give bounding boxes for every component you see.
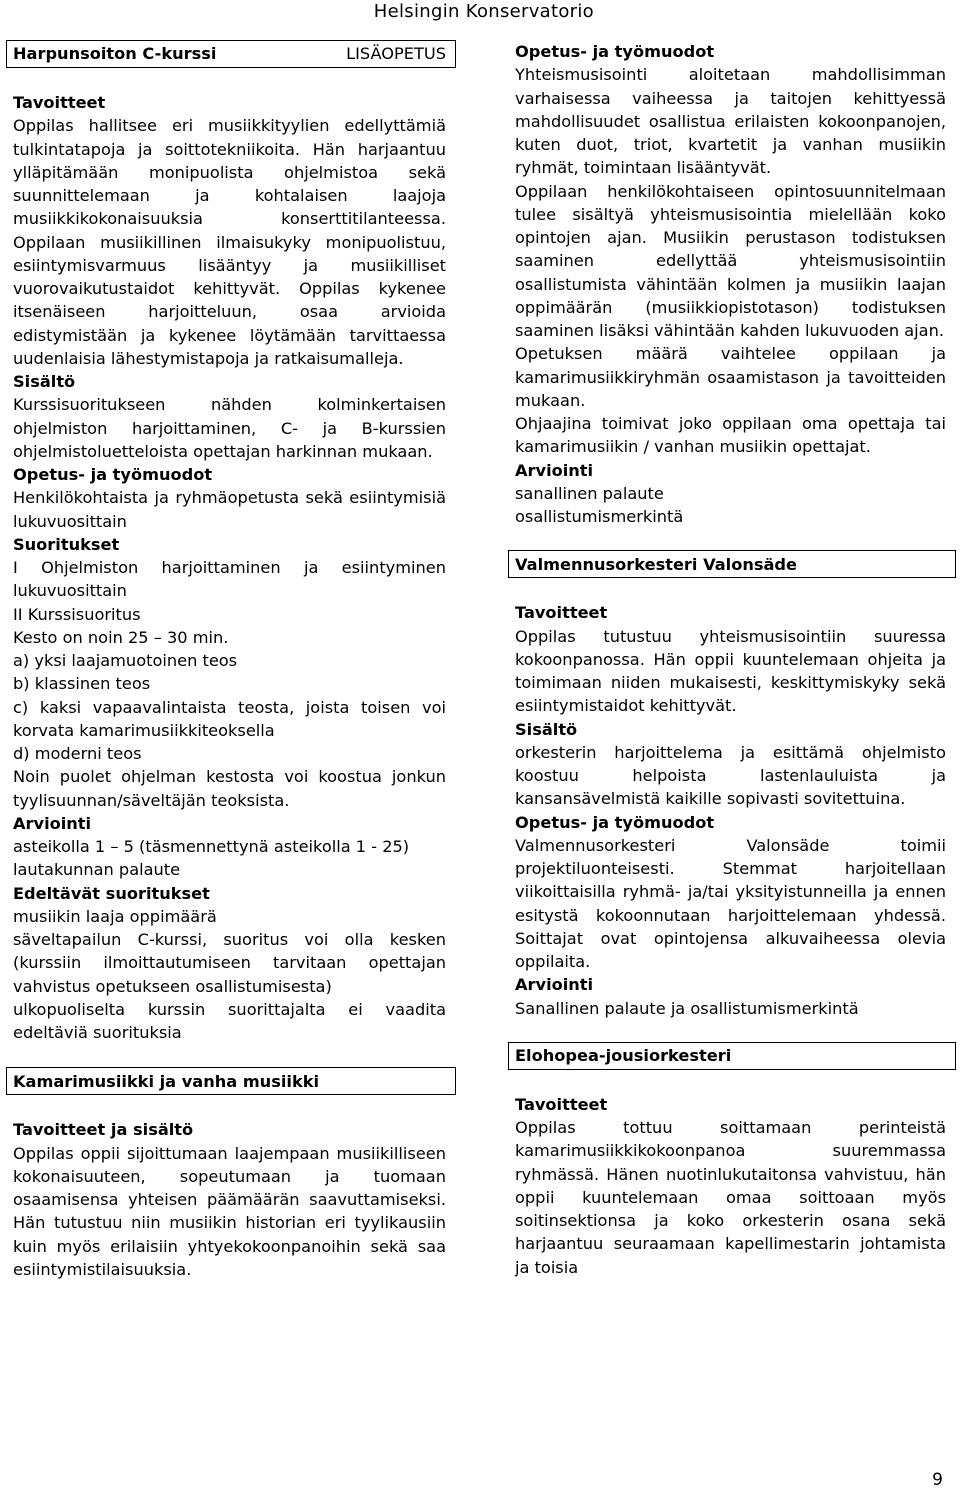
paragraph: Oppilas oppii sijoittumaan laajempaan musiikilliseen kokonaisuuteen, sopeutumaan ja tuomaan osaamisensa yhteisen päämäärän saavuttamiseksi. Hän tutustuu niin musiikin historian eri tyylikausiin kuin myös erilaisiin yhtyekokoonpanoihin sekä saa esiintymistilaisuuksia. <box>13 1143 446 1279</box>
section-title: Valmennusorkesteri Valonsäde <box>515 554 797 574</box>
spacer <box>13 1095 446 1118</box>
paragraph: Ohjaajina toimivat joko oppilaan oma opettaja tai kamarimusiikin / vanhan musiikin opettajat. <box>515 414 946 457</box>
spacer <box>515 1070 946 1093</box>
spacer <box>515 578 946 601</box>
section-heading: Tavoitteet <box>515 603 608 623</box>
page-number: 9 <box>932 1470 943 1490</box>
section-heading: Sisältö <box>13 372 76 391</box>
right-column <box>515 40 946 1279</box>
list-line: lautakunnan palaute <box>13 860 181 880</box>
section-title: Harpunsoiton C-kurssi <box>13 44 217 64</box>
section-heading: Sisältö <box>515 719 578 739</box>
section-heading: Opetus- ja työmuodot <box>13 465 213 484</box>
section-title: Elohopea-jousiorkesteri <box>515 1046 732 1066</box>
list-line: sanallinen palaute <box>515 483 664 503</box>
paragraph: Valmennusorkesteri Valonsäde toimii projektiluonteisesti. Stemmat harjoitellaan viikoittaisilla ryhmä- ja/tai yksityistunneilla ja ennen esitystä kokoonnutaan harjoittelemaan yhdessä. Soittajat ovat opintojensa alkuvaiheessa olevia oppilaita. <box>515 835 946 971</box>
paragraph: Oppilas hallitsee eri musiikkityylien edellyttämiä tulkintatapoja ja soittotekniikoita. Hän harjaantuu ylläpitämään monipuolista ohjelmistoa sekä suunnittelemaan ja kohtalaisen laajoja musiikkikokonaisuuksia konserttitilanteessa. Oppilaan musiikillinen ilmaisukyky monipuolistuu, esiintymisvarmuus lisääntyy ja musiikilliset vuorovaikutustaidot kehittyvät. Oppilas kykenee itsenäiseen harjoitteluun, osaa arvioida edistymistään ja kykenee löytämään tarvittaessa uudenlaisia lähestymistapoja ja ratkaisumalleja. <box>13 116 446 368</box>
list-line: asteikolla 1 – 5 (täsmennettynä asteikolla 1 - 25) <box>13 837 410 856</box>
section-title-box <box>6 40 456 68</box>
spacer <box>515 1020 946 1042</box>
section-heading: Tavoitteet <box>13 93 106 112</box>
list-line: Kesto on noin 25 – 30 min. <box>13 627 229 647</box>
list-line: I Ohjelmiston harjoittaminen ja esiintyminen lukuvuosittain <box>13 558 446 601</box>
list-line: musiikin laaja oppimäärä <box>13 906 217 926</box>
paragraph: Sanallinen palaute ja osallistumismerkintä <box>515 998 859 1018</box>
section-heading: Opetus- ja työmuodot <box>515 812 715 832</box>
paragraph: Oppilas tottuu soittamaan perinteistä kamarimusiikkikokoonpanoa suuremmassa ryhmässä. Hänen nuotinlukutaitonsa vahvistuu, hän oppii kuuntelemaan omaa soittoaan myös soitinsektionsa ja koko orkesterin osana sekä harjaantuu seuraamaan kapellimestarin johtamista ja toisia <box>515 1118 946 1277</box>
section-heading: Suoritukset <box>13 534 120 554</box>
section-label: LISÄOPETUS <box>346 44 446 64</box>
section-title-box <box>508 1042 956 1070</box>
paragraph: Oppilaan henkilökohtaiseen opintosuunnitelmaan tulee sisältyä yhteismusisointia mielellään koko opintojen ajan. Musiikin perustason todistuksen saaminen edellyttää yhteismusisointiin osallistumista vähintään kolmen ja musiikin laajan oppimäärän (musiikkiopistotason) todistuksen saaminen lisäksi vähintään kahden lukuvuoden ajan. <box>515 181 946 340</box>
list-line: d) moderni teos <box>13 744 142 763</box>
list-line: II Kurssisuoritus <box>13 604 141 624</box>
spacer <box>13 1044 446 1067</box>
section-heading: Tavoitteet ja sisältö <box>13 1120 194 1140</box>
spacer <box>13 68 446 91</box>
section-title: Kamarimusiikki ja vanha musiikki <box>13 1071 320 1091</box>
section-title-box <box>508 550 956 578</box>
list-line: säveltapailun C-kurssi, suoritus voi olla kesken (kurssiin ilmoittautumiseen tarvitaan opettajan vahvistus opetukseen osallistumisesta) <box>13 930 446 996</box>
list-line: Noin puolet ohjelman kestosta voi koostua jonkun tyylisuunnan/säveltäjän teoksista. <box>13 767 446 810</box>
paragraph: orkesterin harjoittelema ja esittämä ohjelmisto koostuu helpoista lastenlauluista ja kansansävelmistä kaikille sopivasti sovitettuina. <box>515 742 946 809</box>
paragraph: Oppilas tutustuu yhteismusisointiin suuressa kokoonpanossa. Hän oppii kuuntelemaan ohjeita ja toimimaan niiden mukaisesti, keskittymiskyky sekä esiintymistaidot kehittyvät. <box>515 626 946 716</box>
section-heading: Arviointi <box>13 813 92 833</box>
section-title-box <box>6 1067 456 1095</box>
list-line: a) yksi laajamuotoinen teos <box>13 651 238 670</box>
spacer <box>515 528 946 550</box>
paragraph: Opetuksen määrä vaihtelee oppilaan ja kamarimusiikkiryhmän osaamistason ja tavoitteiden mukaan. <box>515 344 946 410</box>
paragraph: Kurssisuoritukseen nähden kolminkertaisen ohjelmiston harjoittaminen, C- ja B-kurssien ohjelmistoluetteloista opettajan harkinnan mukaan. <box>13 395 446 461</box>
paragraph: Henkilökohtaista ja ryhmäopetusta sekä esiintymisiä lukuvuosittain <box>13 488 446 531</box>
page-header: Helsingin Konservatorio <box>373 1 594 22</box>
list-line: b) klassinen teos <box>13 674 151 694</box>
section-heading: Edeltävät suoritukset <box>13 883 210 903</box>
section-heading: Tavoitteet <box>515 1094 608 1114</box>
section-heading: Arviointi <box>515 975 594 995</box>
section-heading: Arviointi <box>515 460 594 480</box>
left-column <box>13 40 446 1281</box>
section-heading: Opetus- ja työmuodot <box>515 42 715 61</box>
list-line: osallistumismerkintä <box>515 507 684 526</box>
list-line: c) kaksi vapaavalintaista teosta, joista toisen voi korvata kamarimusiikkiteoksella <box>13 697 446 740</box>
list-line: ulkopuoliselta kurssin suorittajalta ei vaadita edeltäviä suorituksia <box>13 999 446 1042</box>
paragraph: Yhteismusisointi aloitetaan mahdollisimman varhaisessa vaiheessa ja taitojen kehittyessä mahdollisuudet osallistua erilaisten kokoonpanojen, kuten duot, triot, kvartetit ja vanhan musiikin ryhmät, toimintaan lisääntyvät. <box>515 65 946 178</box>
